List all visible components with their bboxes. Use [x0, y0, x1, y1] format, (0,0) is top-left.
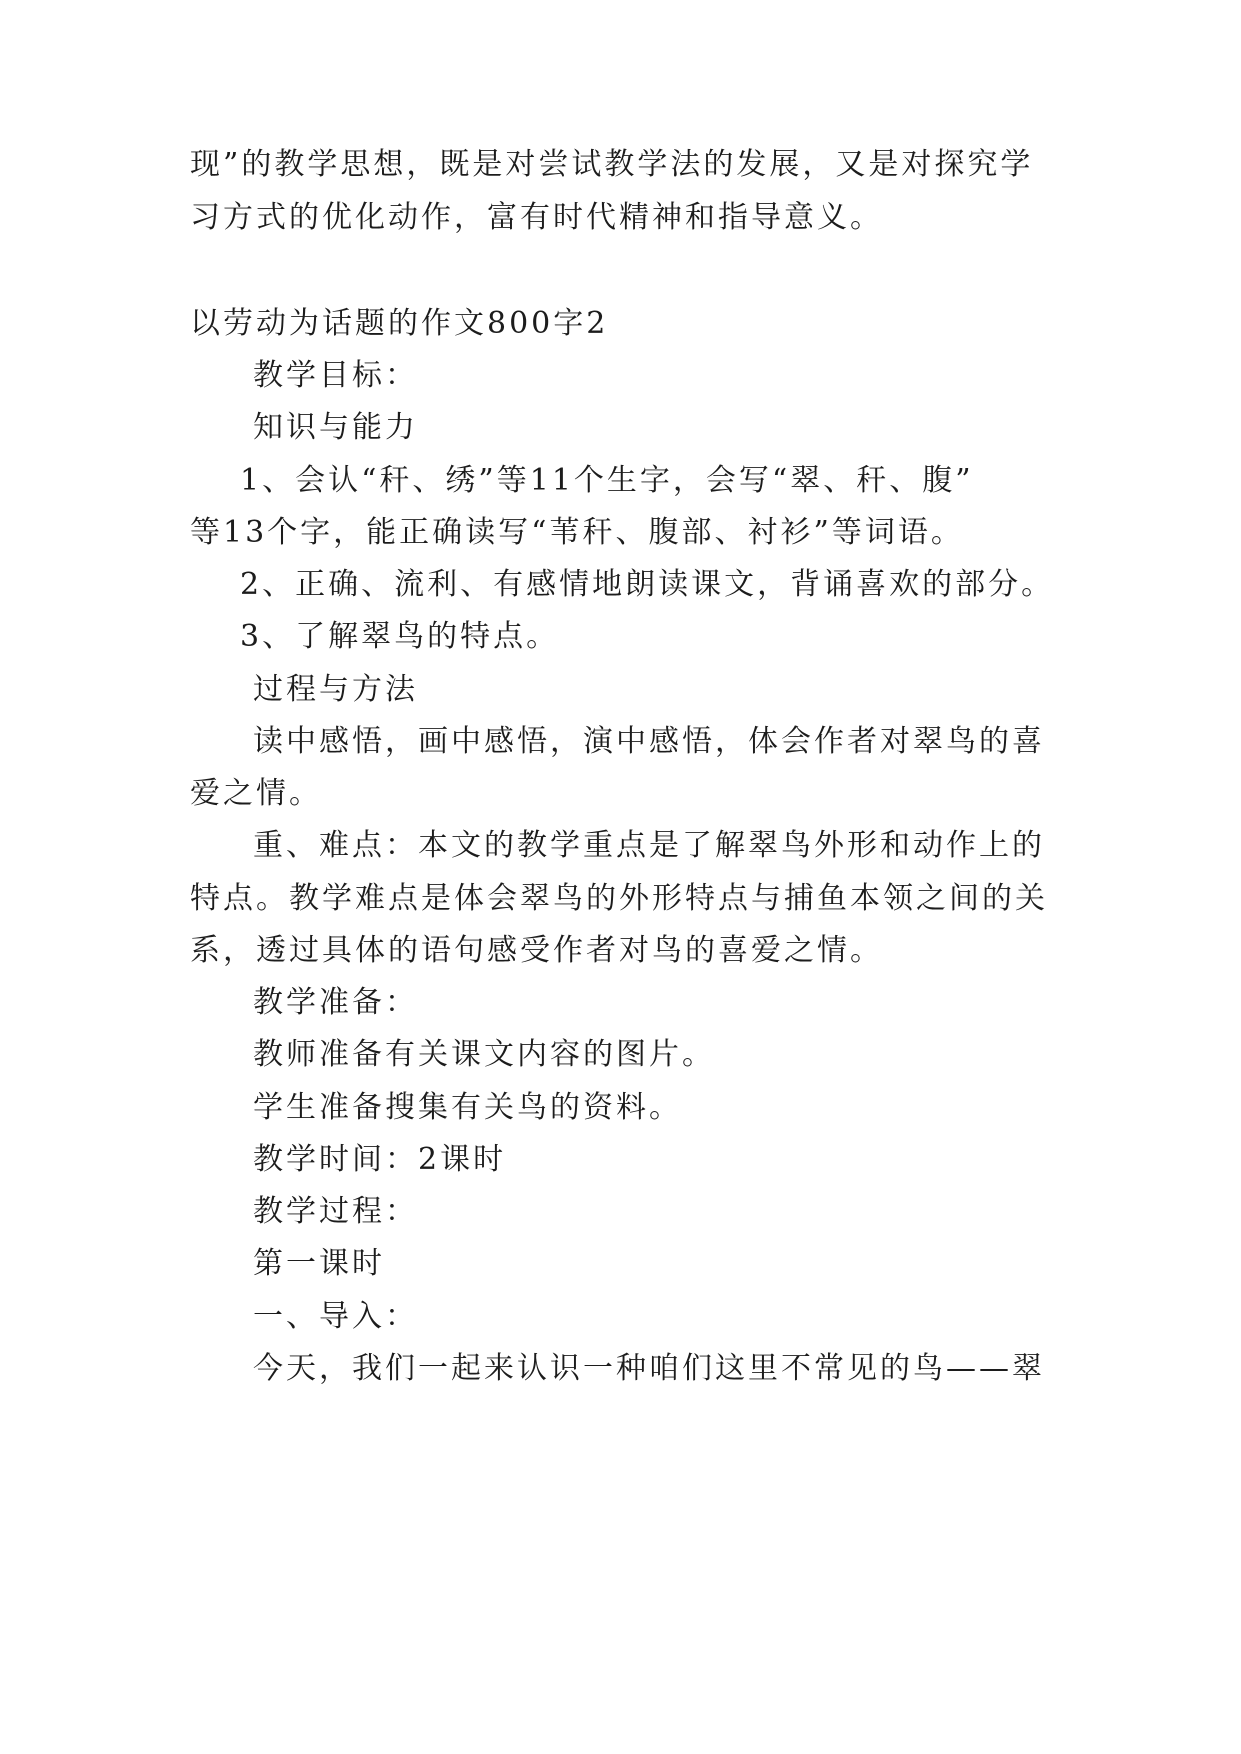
list-item: 3、了解翠鸟的特点。	[240, 619, 560, 654]
list-item: 1、会认“秆、绣”等11个生字，会写“翠、秆、腹”	[240, 463, 974, 498]
paragraph-line: 教学时间：2课时	[253, 1142, 507, 1177]
subheading-process-method: 过程与方法	[253, 672, 418, 707]
paragraph-line: 今天，我们一起来认识一种咱们这里不常见的鸟——翠	[253, 1351, 1045, 1386]
subheading-knowledge-ability: 知识与能力	[253, 410, 418, 445]
subheading-teaching-prep: 教学准备：	[253, 985, 418, 1020]
paragraph-line: 现”的教学思想，既是对尝试教学法的发展，又是对探究学	[190, 147, 1034, 182]
section-heading: 以劳动为话题的作文800字2	[190, 306, 609, 341]
list-item: 2、正确、流利、有感情地朗读课文，背诵喜欢的部分。	[240, 567, 1055, 602]
paragraph-line: 习方式的优化动作，富有时代精神和指导意义。	[190, 200, 883, 235]
paragraph-line: 教师准备有关课文内容的图片。	[253, 1037, 715, 1072]
paragraph-line: 特点。教学难点是体会翠鸟的外形特点与捕鱼本领之间的关	[190, 881, 1048, 916]
subheading-first-lesson: 第一课时	[253, 1246, 385, 1281]
subheading-teaching-process: 教学过程：	[253, 1194, 418, 1229]
paragraph-line: 重、难点：本文的教学重点是了解翠鸟外形和动作上的	[253, 828, 1045, 863]
subheading-introduction: 一、导入：	[253, 1299, 418, 1334]
paragraph-line: 爱之情。	[190, 776, 322, 811]
paragraph-line: 系，透过具体的语句感受作者对鸟的喜爱之情。	[190, 933, 883, 968]
paragraph-line: 读中感悟，画中感悟，演中感悟，体会作者对翠鸟的喜	[253, 724, 1045, 759]
paragraph-line: 等13个字，能正确读写“苇秆、腹部、衬衫”等词语。	[190, 515, 964, 550]
paragraph-line: 学生准备搜集有关鸟的资料。	[253, 1090, 682, 1125]
subheading-teaching-goals: 教学目标：	[253, 358, 418, 393]
